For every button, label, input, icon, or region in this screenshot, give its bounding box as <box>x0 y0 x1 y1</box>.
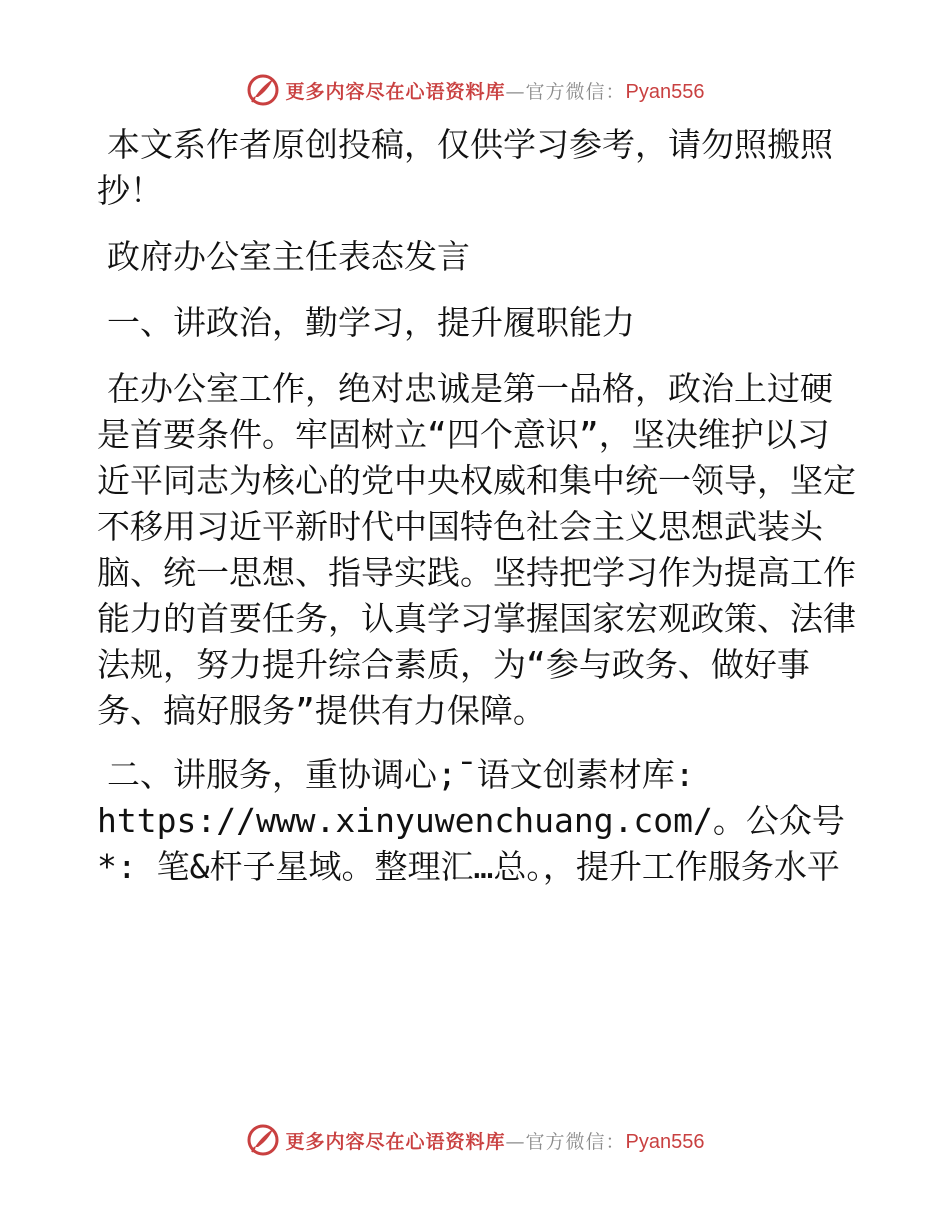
quill-logo-icon <box>246 1123 280 1157</box>
footer-watermark <box>0 1120 950 1160</box>
watermark-text <box>286 77 705 104</box>
watermark-main: 更多内容尽在心语资料库 <box>285 1130 506 1153</box>
section-1-heading: 一、讲政治，勤学习，提升履职能力 <box>107 303 635 342</box>
watermark-sub: 官方微信： <box>525 80 626 103</box>
section-1-paragraph: 在办公室工作，绝对忠诚是第一品格，政治上过硬是首要条件。牢固树立“四个意识”，坚决维护以习近平同志为核心的党中央权威和集中统一领导，坚定不移用习近平新时代中国特色社会主义思想武装头脑、统一思想、指导实践。坚持把学习作为提高工作能力的首要任务，认真学习掌握国家宏观政策、法律法规，努力提升综合素质，为“参与政务、做好事务、搞好服务”提供有力保障。 <box>97 369 856 730</box>
watermark-id: Pyan556 <box>625 80 705 103</box>
disclaimer: 本文系作者原创投稿，仅供学习参考，请勿照搬照抄！ <box>97 125 833 210</box>
watermark-main: 更多内容尽在心语资料库 <box>285 80 506 103</box>
watermark-dash: — <box>505 80 526 103</box>
watermark-text <box>286 1127 705 1154</box>
section-2-heading: 二、讲服务，重协调心;¯语文创素材库: https://www.xinyuwenchuang.com/。公众号*: 笔&杆子星域。整理汇…总。，提升工作服务水平 <box>97 755 845 886</box>
watermark-sub: 官方微信： <box>525 1130 626 1153</box>
header-watermark <box>0 70 950 110</box>
document-title: 政府办公室主任表态发言 <box>107 237 470 276</box>
document-body <box>97 122 857 890</box>
watermark-dash: — <box>505 1130 526 1153</box>
watermark-id: Pyan556 <box>625 1130 705 1153</box>
quill-logo-icon <box>246 73 280 107</box>
